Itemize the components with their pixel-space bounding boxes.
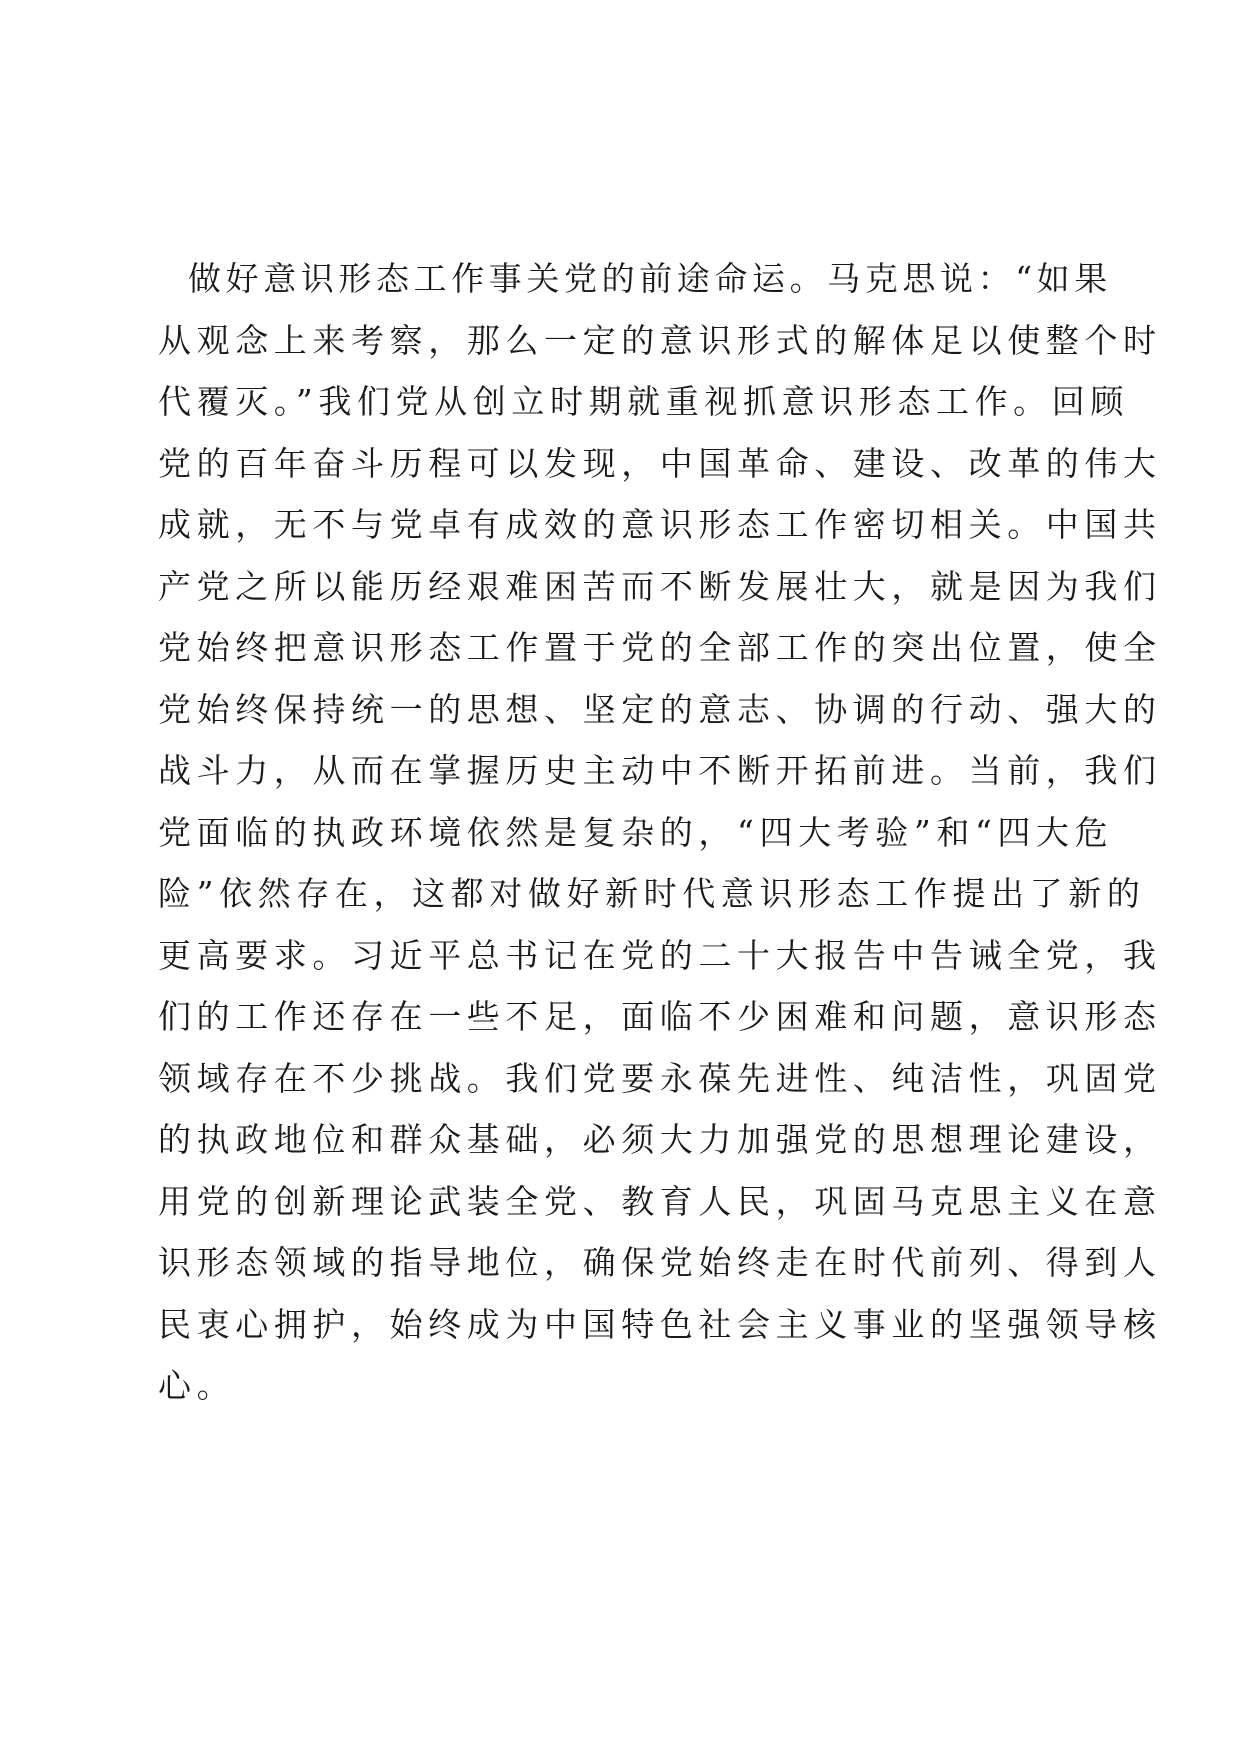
paragraph-line: 识形态领域的指导地位，确保党始终走在时代前列、得到人: [158, 1243, 1162, 1282]
paragraph-line: 的执政地位和群众基础，必须大力加强党的思想理论建设，: [158, 1120, 1162, 1159]
body-paragraph: [158, 248, 1162, 1417]
paragraph-line: 用党的创新理论武装全党、教育人民，巩固马克思主义在意: [158, 1181, 1162, 1221]
paragraph-line: 更高要求。习近平总书记在党的二十大报告中告诫全党，我: [158, 935, 1162, 975]
paragraph-line: 民衷心拥护，始终成为中国特色社会主义事业的坚强领导核: [158, 1304, 1162, 1344]
paragraph-line: 成就，无不与党卓有成效的意识形态工作密切相关。中国共: [158, 505, 1162, 544]
paragraph-line: 险”依然存在，这都对做好新时代意识形态工作提出了新的: [158, 874, 1146, 913]
paragraph-line: 们的工作还存在一些不足，面临不少困难和问题，意识形态: [158, 997, 1162, 1036]
paragraph-line: 党始终把意识形态工作置于党的全部工作的突出位置，使全: [158, 628, 1162, 667]
paragraph-line: 从观念上来考察，那么一定的意识形式的解体足以使整个时: [158, 320, 1162, 360]
paragraph-line: 代覆灭。”我们党从创立时期就重视抓意识形态工作。回顾: [158, 382, 1129, 421]
paragraph-line: 党始终保持统一的思想、坚定的意志、协调的行动、强大的: [158, 689, 1162, 729]
paragraph-line: 党的百年奋斗历程可以发现，中国革命、建设、改革的伟大: [158, 443, 1162, 483]
paragraph-line: 做好意识形态工作事关党的前途命运。马克思说：“如果: [188, 259, 1112, 298]
paragraph-line: 心。: [158, 1366, 236, 1405]
paragraph-line: 战斗力，从而在掌握历史主动中不断开拓前进。当前，我们: [158, 751, 1162, 790]
paragraph-line: 党面临的执政环境依然是复杂的，“四大考验”和“四大危: [158, 812, 1114, 852]
paragraph-line: 领域存在不少挑战。我们党要永葆先进性、纯洁性，巩固党: [158, 1058, 1162, 1098]
paragraph-line: 产党之所以能历经艰难困苦而不断发展壮大，就是因为我们: [158, 566, 1162, 606]
